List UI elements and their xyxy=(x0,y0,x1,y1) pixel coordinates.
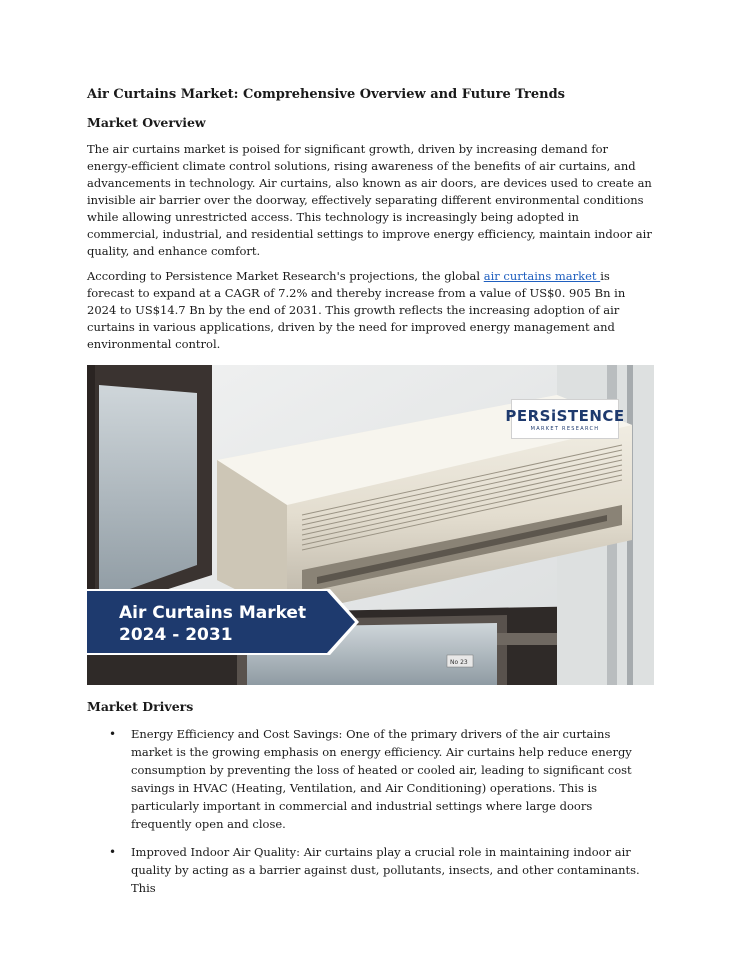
logo-sub-text: MARKET RESEARCH xyxy=(530,425,600,432)
forecast-text-start: According to Persistence Market Research's projections, the global xyxy=(87,269,484,283)
drivers-list xyxy=(87,725,654,897)
section-heading-drivers: Market Drivers xyxy=(87,699,194,714)
hero-image xyxy=(87,365,654,685)
document-title: Air Curtains Market: Comprehensive Overview and Future Trends xyxy=(87,87,565,102)
banner-title: Air Curtains Market xyxy=(119,603,307,623)
forecast-text-end: is forecast to expand at a CAGR of 7.2% and thereby increase from a value of US$0. 905 Bn in 2024 to US$14.7 Bn by the end of 2031. This growth reflects the increasing adoption of air curtains in various applications, driven by the need for improved energy management and environmental control. xyxy=(87,269,626,351)
section-heading-overview: Market Overview xyxy=(87,115,206,130)
air-curtains-market-link[interactable]: air curtains market xyxy=(483,269,601,283)
door-sign: No 23 xyxy=(450,659,468,666)
persistence-logo xyxy=(505,399,625,439)
banner-years: 2024 - 2031 xyxy=(119,625,233,645)
document-body xyxy=(87,87,654,907)
list-item: • Improved Indoor Air Quality: Air curtains play a crucial role in maintaining indoor air quality by acting as a barrier against dust, pollutants, insects, and other contaminants. This xyxy=(131,843,654,897)
overview-paragraph: The air curtains market is poised for significant growth, driven by increasing demand for energy-efficient climate control solutions, rising awareness of the benefits of air curtains, and advancements in technology. Air curtains, also known as air doors, are devices used to create an invisible air barrier over the doorway, effectively separating different environmental conditions while allowing unrestricted access. This technology is increasingly being adopted in commercial, industrial, and residential settings to improve energy efficiency, maintain indoor air quality, and enhance comfort. xyxy=(87,142,652,258)
list-item: • Energy Efficiency and Cost Savings: One of the primary drivers of the air curtains market is the growing emphasis on energy efficiency. Air curtains help reduce energy consumption by preventing the loss of heated or cooled air, leading to significant cost savings in HVAC (Heating, Ventilation, and Air Conditioning) operations. This is particularly important in commercial and industrial settings where large doors frequently open and close. xyxy=(131,725,654,833)
banner-text xyxy=(119,602,306,646)
logo-main-text: PERSiSTENCE xyxy=(505,406,625,425)
forecast-paragraph xyxy=(87,268,654,353)
